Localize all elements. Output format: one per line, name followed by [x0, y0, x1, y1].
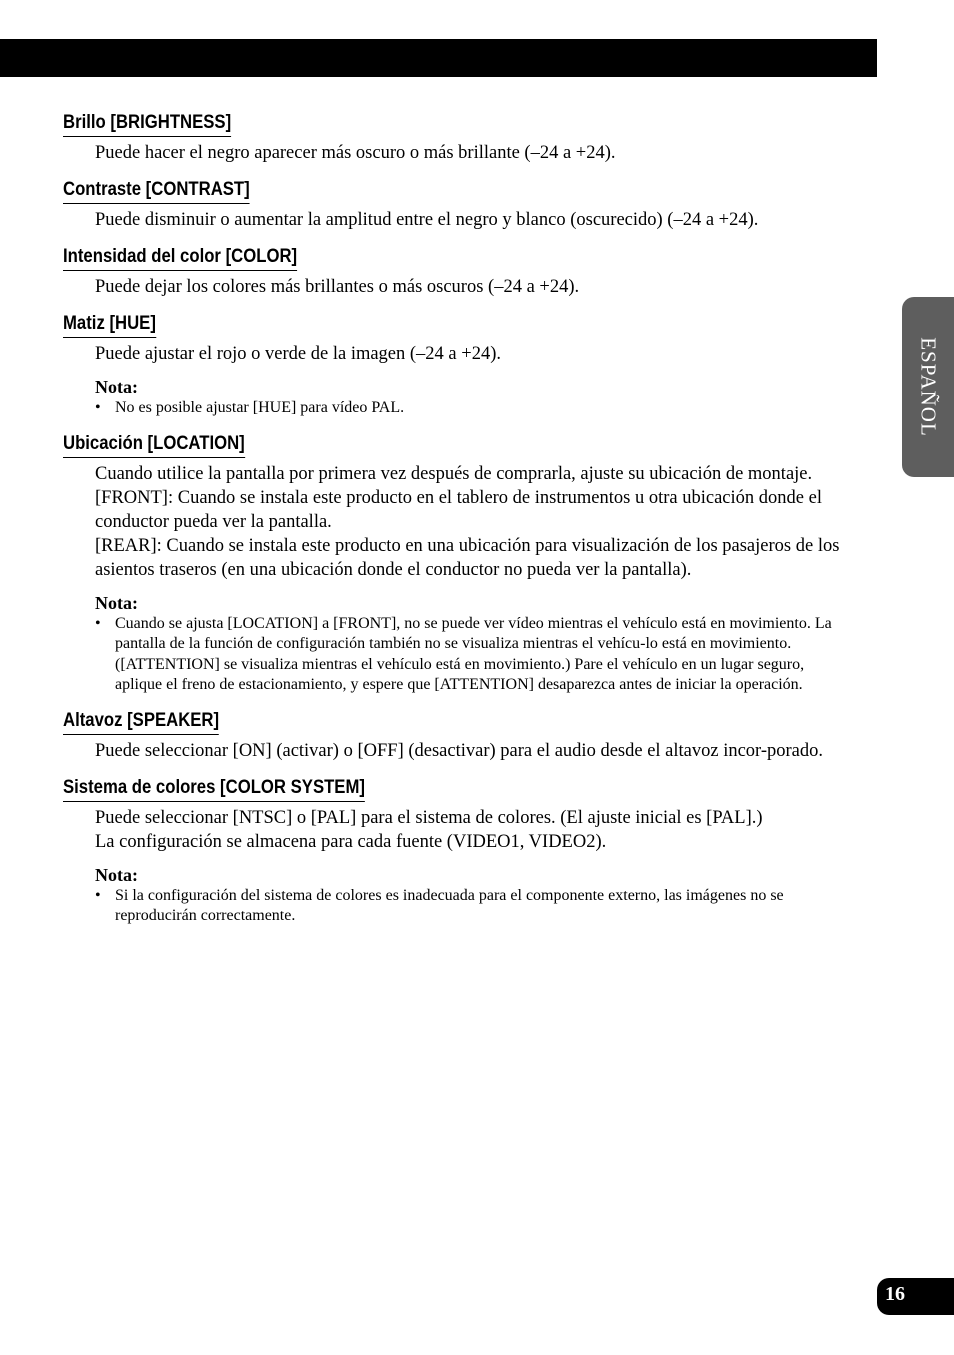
note-item [95, 614, 848, 696]
section-location [63, 432, 848, 696]
paragraph: Puede ajustar el rojo o verde de la imagen (–24 a +24). [95, 344, 501, 364]
note-item [95, 886, 848, 927]
paragraph: Cuando utilice la pantalla por primera vez después de comprarla, ajuste su ubicación de montaje. [95, 463, 813, 484]
section-body [95, 462, 848, 582]
section-heading: Intensidad del color [COLOR] [63, 245, 297, 271]
bullet-icon: • [95, 399, 101, 416]
note [95, 376, 848, 419]
section-speaker [63, 709, 848, 763]
bullet-icon: • [95, 614, 101, 632]
note-text: Cuando se ajusta [LOCATION] a [FRONT], no se puede ver vídeo mientras el vehículo está en movimiento. La pantalla de la función de configuración también no se visualiza mientras el vehícu-lo está en movimiento. ([ATTENTION] se visualiza mientras el vehículo está en movimiento.) Pare el vehículo en un lugar seguro, aplique el freno de estacionamiento, y espere que [ATTENTION] desaparezca antes de iniciar la operación. [115, 614, 832, 693]
note [95, 592, 848, 696]
bullet-icon: • [95, 886, 101, 904]
paragraph: Puede seleccionar [ON] (activar) o [OFF] (desactivar) para el audio desde el altavoz incor-porado. [95, 740, 824, 761]
note-title: Nota: [95, 377, 138, 397]
section-contrast [63, 178, 848, 232]
paragraph: [REAR]: Cuando se instala este producto en una ubicación para visualización de los pasajeros de los asientos traseros (en una ubicación donde el conductor no pueda ver la pantalla). [95, 535, 840, 580]
paragraph: Puede disminuir o aumentar la amplitud entre el negro y blanco (oscurecido) (–24 a +24). [95, 210, 759, 230]
paragraph: Puede seleccionar [NTSC] o [PAL] para el sistema de colores. (El ajuste inicial es [PAL].) [95, 807, 763, 828]
paragraph: [FRONT]: Cuando se instala este producto en el tablero de instrumentos u otra ubicación donde el conductor pueda ver la pantalla. [95, 487, 822, 532]
section-heading: Sistema de colores [COLOR SYSTEM] [63, 776, 365, 802]
note-text: No es posible ajustar [HUE] para vídeo PAL. [115, 399, 405, 416]
page-number: 16 [885, 1283, 905, 1305]
section-body [95, 342, 848, 366]
section-body [95, 806, 848, 854]
note [95, 864, 848, 927]
note-item [95, 398, 848, 419]
section-heading: Ubicación [LOCATION] [63, 432, 245, 458]
section-body [95, 739, 848, 763]
note-text: Si la configuración del sistema de colores es inadecuada para el componente externo, las imágenes no se reproducirán correctamente. [115, 886, 784, 924]
section-brightness [63, 111, 848, 165]
section-heading: Brillo [BRIGHTNESS] [63, 111, 231, 137]
section-heading: Contraste [CONTRAST] [63, 178, 250, 204]
header-bar [0, 39, 877, 77]
page-number-badge [877, 1278, 954, 1315]
section-heading: Matiz [HUE] [63, 312, 156, 338]
paragraph: Puede hacer el negro aparecer más oscuro o más brillante (–24 a +24). [95, 143, 616, 163]
section-heading: Altavoz [SPEAKER] [63, 709, 219, 735]
language-tab-label: ESPAÑOL [916, 337, 941, 437]
section-hue [63, 312, 848, 419]
language-tab [902, 297, 954, 477]
page-content [63, 111, 848, 940]
section-body [95, 208, 848, 232]
section-body [95, 141, 848, 165]
note-title: Nota: [95, 864, 138, 885]
paragraph: Puede dejar los colores más brillantes o más oscuros (–24 a +24). [95, 277, 580, 297]
section-body [95, 275, 848, 299]
section-color [63, 245, 848, 299]
note-title: Nota: [95, 592, 138, 613]
paragraph: La configuración se almacena para cada fuente (VIDEO1, VIDEO2). [95, 831, 607, 852]
section-color-system [63, 776, 848, 927]
